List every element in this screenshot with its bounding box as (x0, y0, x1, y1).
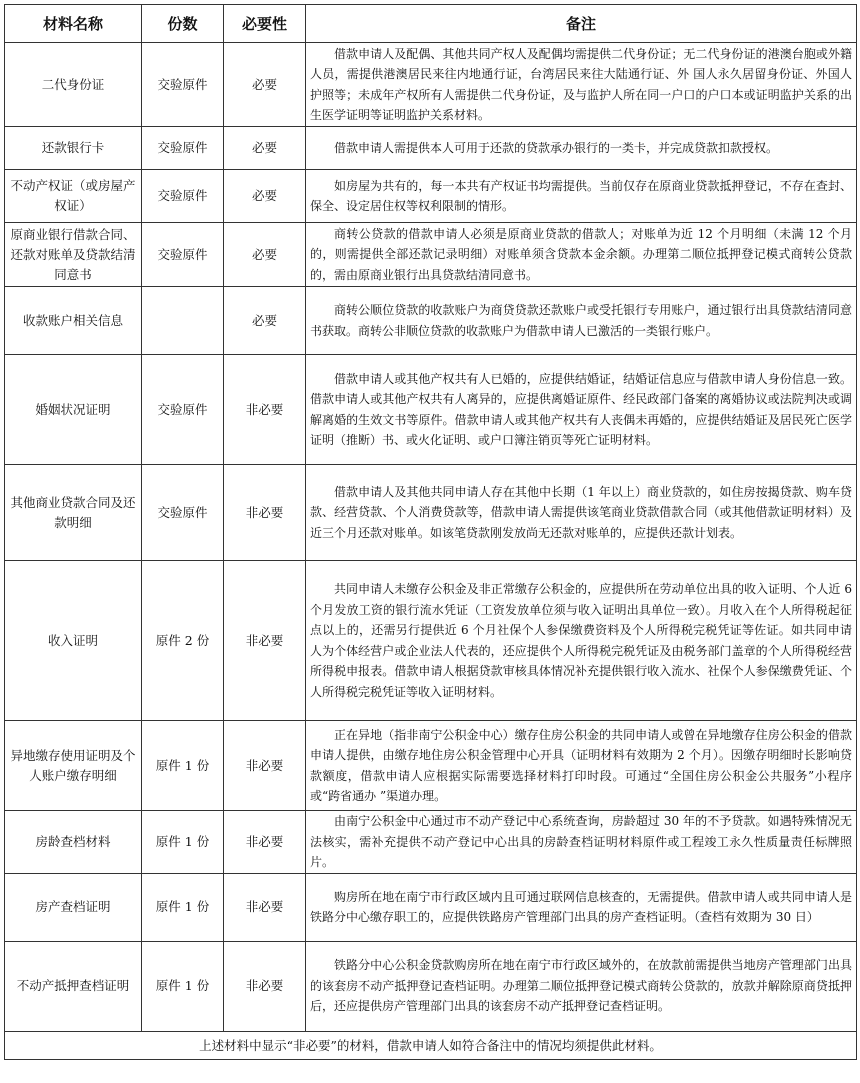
material-required: 非必要 (224, 721, 306, 811)
material-name: 房龄查档材料 (5, 811, 142, 874)
table-row (5, 287, 857, 355)
material-copies: 交验原件 (142, 355, 224, 465)
material-copies: 交验原件 (142, 127, 224, 170)
header-row (5, 5, 857, 43)
materials-table (4, 4, 857, 1060)
material-name: 婚姻状况证明 (5, 355, 142, 465)
material-required: 非必要 (224, 941, 306, 1031)
material-note: 借款申请人或其他产权共有人已婚的，应提供结婚证，结婚证信息应与借款申请人身份信息一致。借款申请人或其他产权共有人离异的，应提供离婚证原件、经民政部门备案的离婚协议或法院判决或调解离婚的生效文书等原件。借款申请人或其他产权共有人丧偶未再婚的，应提供结婚证及居民死亡医学证明（推断）书、或火化证明、或户口簿注销页等死亡证明材料。 (306, 355, 857, 465)
material-name: 异地缴存使用证明及个人账户缴存明细 (5, 721, 142, 811)
material-required: 非必要 (224, 811, 306, 874)
material-copies: 交验原件 (142, 170, 224, 223)
material-note: 共同申请人未缴存公积金及非正常缴存公积金的，应提供所在劳动单位出具的收入证明、个人近 6 个月发放工资的银行流水凭证（工资发放单位须与收入证明出具单位一致）。月收入在个人所得税起征点以上的，还需另行提供近 6 个月社保个人参保缴费资料及个人所得税完税凭证等佐证。如共同申请人为个体经营户或企业法人代表的，还应提供个人所得税完税凭证及由税务部门盖章的个人所得税经营所得税申报表。借款申请人根据贷款审核具体情况补充提供银行收入流水、社保个人参保缴费凭证、个人所得税完税凭证等收入证明材料。 (306, 561, 857, 721)
material-required: 必要 (224, 43, 306, 127)
material-note: 购房所在地在南宁市行政区域内且可通过联网信息核查的，无需提供。借款申请人或共同申请人是铁路分中心缴存职工的，应提供铁路房产管理部门出具的房产查档证明。（查档有效期为 30 日） (306, 873, 857, 941)
material-note: 借款申请人及配偶、其他共同产权人及配偶均需提供二代身份证；无二代身份证的港澳台胞或外籍人员，需提供港澳居民来往内地通行证，台湾居民来往大陆通行证、外 国人永久居留身份证、外国人护照等；未成年产权所有人需提供二代身份证，及与监护人所在同一户口的户口本或证明监护关系的出生医学证明等证明监护关系材料。 (306, 43, 857, 127)
material-name: 收款账户相关信息 (5, 287, 142, 355)
material-required: 必要 (224, 170, 306, 223)
material-required: 非必要 (224, 561, 306, 721)
table-row (5, 561, 857, 721)
material-name: 房产查档证明 (5, 873, 142, 941)
material-note: 如房屋为共有的，每一本共有产权证书均需提供。当前仅存在原商业贷款抵押登记，不存在查封、保全、设定居住权等权利限制的情形。 (306, 170, 857, 223)
material-note: 正在异地（指非南宁公积金中心）缴存住房公积金的共同申请人或曾在异地缴存住房公积金的借款申请人提供，由缴存地住房公积金管理中心开具（证明材料有效期为 2 个月）。因缴存明细时长影响贷款额度，借款申请人应根据实际需要选择材料打印时段。可通过“全国住房公积金公共服务”小程序或“跨省通办 ”渠道办理。 (306, 721, 857, 811)
material-note: 商转公顺位贷款的收款账户为商贷贷款还款账户或受托银行专用账户，通过银行出具贷款结清同意书获取。商转公非顺位贷款的收款账户为借款申请人已激活的一类银行账户。 (306, 287, 857, 355)
table-row (5, 43, 857, 127)
table-row (5, 127, 857, 170)
material-name: 不动产抵押查档证明 (5, 941, 142, 1031)
table-row (5, 465, 857, 561)
material-copies: 交验原件 (142, 43, 224, 127)
table-header (5, 5, 857, 43)
material-required: 非必要 (224, 465, 306, 561)
material-required: 必要 (224, 287, 306, 355)
table-row (5, 873, 857, 941)
material-required: 必要 (224, 127, 306, 170)
material-note: 商转公贷款的借款申请人必须是原商业贷款的借款人；对账单为近 12 个月明细（未满 12 个月的，则需提供全部还款记录明细）对账单须含贷款本金余额。办理第二顺位抵押登记模式商转公贷款的，需由原商业银行出具贷款结清同意书。 (306, 223, 857, 287)
col-header-name: 材料名称 (5, 5, 142, 43)
material-note: 借款申请人需提供本人可用于还款的贷款承办银行的一类卡，并完成贷款扣款授权。 (306, 127, 857, 170)
material-copies: 原件 2 份 (142, 561, 224, 721)
material-required: 必要 (224, 223, 306, 287)
table-row (5, 721, 857, 811)
material-name: 收入证明 (5, 561, 142, 721)
material-note: 铁路分中心公积金贷款购房所在地在南宁市行政区域外的，在放款前需提供当地房产管理部门出具的该套房不动产抵押登记查档证明。办理第二顺位抵押登记模式商转公贷款的，放款并解除原商贷抵押后，还应提供房产管理部门出具的该套房不动产抵押登记查档证明。 (306, 941, 857, 1031)
material-copies (142, 287, 224, 355)
material-copies: 交验原件 (142, 465, 224, 561)
material-copies: 原件 1 份 (142, 873, 224, 941)
material-copies: 原件 1 份 (142, 941, 224, 1031)
material-required: 非必要 (224, 873, 306, 941)
table-row (5, 355, 857, 465)
table-row (5, 223, 857, 287)
col-header-required: 必要性 (224, 5, 306, 43)
material-required: 非必要 (224, 355, 306, 465)
footer-row (5, 1031, 857, 1059)
material-copies: 原件 1 份 (142, 811, 224, 874)
material-name: 其他商业贷款合同及还款明细 (5, 465, 142, 561)
table-row (5, 170, 857, 223)
material-name: 原商业银行借款合同、还款对账单及贷款结清同意书 (5, 223, 142, 287)
material-copies: 交验原件 (142, 223, 224, 287)
table-row (5, 941, 857, 1031)
col-header-note: 备注 (306, 5, 857, 43)
material-copies: 原件 1 份 (142, 721, 224, 811)
material-note: 借款申请人及其他共同申请人存在其他中长期（1 年以上）商业贷款的，如住房按揭贷款、购车贷款、经营贷款、个人消费贷款等，借款申请人需提供该笔商业贷款借款合同（或其他借款证明材料）及近三个月还款对账单。如该笔贷款刚发放尚无还款对账单的，应提供还款计划表。 (306, 465, 857, 561)
material-note: 由南宁公积金中心通过市不动产登记中心系统查询，房龄超过 30 年的不予贷款。如遇特殊情况无法核实，需补充提供不动产登记中心出具的房龄查档证明材料原件或工程竣工永久性质量责任标牌照片。 (306, 811, 857, 874)
col-header-copies: 份数 (142, 5, 224, 43)
table-row (5, 811, 857, 874)
table-footnote: 上述材料中显示“非必要”的材料，借款申请人如符合备注中的情况均须提供此材料。 (5, 1031, 857, 1059)
material-name: 不动产权证（或房屋产权证） (5, 170, 142, 223)
table-body (5, 43, 857, 1060)
material-name: 还款银行卡 (5, 127, 142, 170)
material-name: 二代身份证 (5, 43, 142, 127)
